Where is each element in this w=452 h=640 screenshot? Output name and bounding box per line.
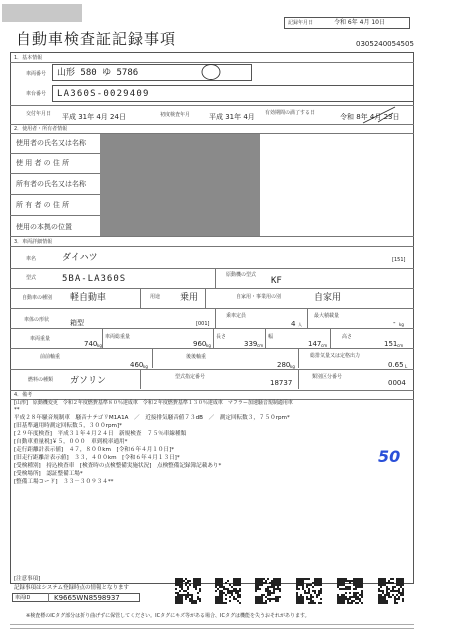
- remark-line-5: [自動車重量税]￥５，０００ 車到税率通用*: [14, 439, 128, 445]
- issue-date: 令和 6年 4月 10日: [334, 19, 385, 26]
- chassis-number: LA360S-0029409: [57, 89, 150, 99]
- front-axle-label: 前前軸重: [40, 354, 61, 360]
- weight: 740: [84, 340, 98, 348]
- remark-line-1: **: [14, 407, 20, 413]
- biz-label: 自家用・事業用の別: [236, 294, 282, 300]
- top-stub: [2, 4, 82, 22]
- issue-date-label: 記録年月日: [288, 20, 314, 26]
- caution-title: [注意事項]: [14, 576, 41, 582]
- width: 147: [308, 340, 322, 348]
- owner-info-redaction: [100, 134, 260, 236]
- owner-row-user-name: 使用者の氏名又は名称: [16, 139, 86, 147]
- plate-label: 車両番号: [26, 71, 47, 77]
- qr-code-5: [337, 578, 363, 604]
- qr-code-4: [296, 578, 322, 604]
- fuel: ガソリン: [70, 376, 107, 386]
- maxload: -: [393, 319, 396, 327]
- engine-label: 原動機の型式: [226, 272, 257, 278]
- height: 151: [384, 340, 398, 348]
- kind-label: 自動車の種別: [22, 295, 53, 301]
- length: 339: [244, 340, 258, 348]
- section-1-heading: 1．基本情報: [14, 55, 43, 61]
- gross-label: 車両総重量: [105, 334, 131, 340]
- shape-label: 車体の形状: [24, 317, 50, 323]
- remark-line-6: [走行距離計表示値] ４７，８００km [令和６年４月１０日]*: [14, 447, 175, 453]
- issued-label: 交付年月日: [26, 111, 52, 117]
- maxload-unit: kg: [399, 322, 404, 327]
- section-4-heading: 4．備考: [14, 392, 33, 398]
- owner-row-base-location: 使用の本拠の位置: [16, 223, 72, 231]
- kind: 軽自動車: [70, 293, 107, 303]
- rear-axle-label: 後後軸重: [186, 354, 207, 360]
- displacement: 0.65: [388, 361, 404, 369]
- issued-date: 平成 31年 4月 24日: [62, 113, 126, 121]
- displacement-label: 総排気量又は定格出力: [310, 353, 361, 359]
- use: 乗用: [180, 293, 199, 303]
- owner-row-owner-name: 所有者の氏名又は名称: [16, 180, 86, 188]
- first-reg-label: 初度検査年月: [160, 112, 191, 118]
- maker-label: 車名: [26, 256, 37, 262]
- remark-line-9: [受検場所] 認証整備工場*: [14, 471, 83, 477]
- class-no-label: 類別区分番号: [312, 374, 343, 380]
- qr-code-3: [255, 578, 281, 604]
- weight-label: 車両重量: [30, 336, 51, 342]
- document-title: 自動車検査証記録事項: [16, 30, 177, 48]
- vehicle-id-label: 車両ID: [15, 595, 31, 601]
- shape-code: [001]: [196, 321, 210, 327]
- remark-line-0: [山形] 原動機変更 令和２年度燃費基準８０％達成車 令和２年度燃費基準１３０％達成車 マフラー加速騒音規制適用車: [14, 400, 293, 406]
- remark-line-7: [旧走行距離計表示値] ３３，４００km [令和６年４月１３日]*: [14, 455, 180, 461]
- engine: KF: [271, 276, 282, 286]
- remark-line-3: [旧基準適用時測定回転数５，３００rpm]*: [14, 423, 122, 429]
- length-label: 長さ: [216, 334, 227, 340]
- caution-text: 記録事項はシステム登録時点の情報となります: [14, 585, 129, 591]
- maker: ダイハツ: [62, 253, 98, 263]
- rear-axle-unit: kg: [290, 364, 295, 369]
- class-no: 0004: [388, 379, 406, 387]
- qr-code-1: [175, 578, 201, 604]
- doc-number: 0305240054505: [356, 40, 414, 48]
- fuel-label: 燃料の種類: [28, 377, 54, 383]
- capacity-label: 乗車定員: [226, 313, 247, 319]
- front-axle-unit: kg: [143, 364, 148, 369]
- biz: 自家用: [314, 293, 342, 303]
- section-3-heading: 3．車両詳細情報: [14, 239, 53, 245]
- gross-unit: kg: [206, 343, 211, 348]
- remark-line-8: [受検種別] 持込検査車 [検査時の点検整備実施状況] 点検整備記録簿記載あり*: [14, 463, 222, 469]
- model-label: 型式: [26, 275, 37, 281]
- weight-unit: kg: [97, 343, 102, 348]
- width-label: 幅: [268, 334, 274, 340]
- vehicle-id: K9665WN8598937: [54, 594, 120, 602]
- front-axle: 460: [130, 361, 144, 369]
- remark-line-10: [整備工場コード] ３３－３０９３４**: [14, 479, 114, 485]
- owner-row-owner-address: 所 有 者 の 住 所: [16, 201, 70, 209]
- use-label: 用途: [150, 294, 161, 300]
- capacity: 4: [291, 320, 296, 328]
- expiry-strike-mark: [360, 104, 400, 126]
- rear-axle: 280: [277, 361, 291, 369]
- section-2-heading: 2．使用者・所有者情報: [14, 126, 68, 132]
- maxload-label: 最大積載量: [314, 313, 340, 319]
- type-no-label: 型式指定番号: [175, 374, 206, 380]
- remark-line-4: [２９年度検査] 平成３１年４月２４日 新規検査 ７５％車線種類: [14, 431, 187, 437]
- width-unit: cm: [321, 343, 328, 348]
- model: 5BA-LA360S: [62, 274, 127, 284]
- gross: 960: [193, 340, 207, 348]
- height-label: 高さ: [342, 334, 353, 340]
- bottom-note: ※検査標のICタグ部分は折り曲げずに保管してください。ICタグにキズ等がある場合、ICタグは機能を失うおそれがあります。: [26, 613, 310, 619]
- handwritten-50: 50: [378, 447, 401, 466]
- owner-row-user-address: 使 用 者 の 住 所: [16, 159, 70, 167]
- qr-code-2: [215, 578, 241, 604]
- first-reg-date: 平成 31年 4月: [209, 113, 255, 121]
- chassis-label: 車台番号: [26, 91, 47, 97]
- plate-number: 山形 580 ゆ 5786: [57, 68, 139, 78]
- height-unit: cm: [397, 343, 404, 348]
- capacity-unit: 人: [298, 322, 302, 327]
- qr-code-6: [378, 578, 404, 604]
- main-frame: [10, 52, 414, 584]
- expiry-date: 令和 8年 4月 23日: [340, 113, 400, 121]
- length-unit: cm: [257, 343, 264, 348]
- expiry-label: 有効期間の満了する日: [265, 110, 316, 116]
- remark-line-2: 平成２８年騒音規制車 騒音ナテゴリM1A1A ／ 近接排気騒音値７３dB ／ 測定回転数３，７５０rpm*: [14, 415, 290, 421]
- maker-code: [151]: [392, 257, 406, 263]
- displacement-unit: L: [405, 364, 408, 369]
- shape: 箱型: [70, 319, 84, 327]
- handwritten-circle-mark: [199, 62, 225, 82]
- type-no: 18737: [270, 379, 293, 387]
